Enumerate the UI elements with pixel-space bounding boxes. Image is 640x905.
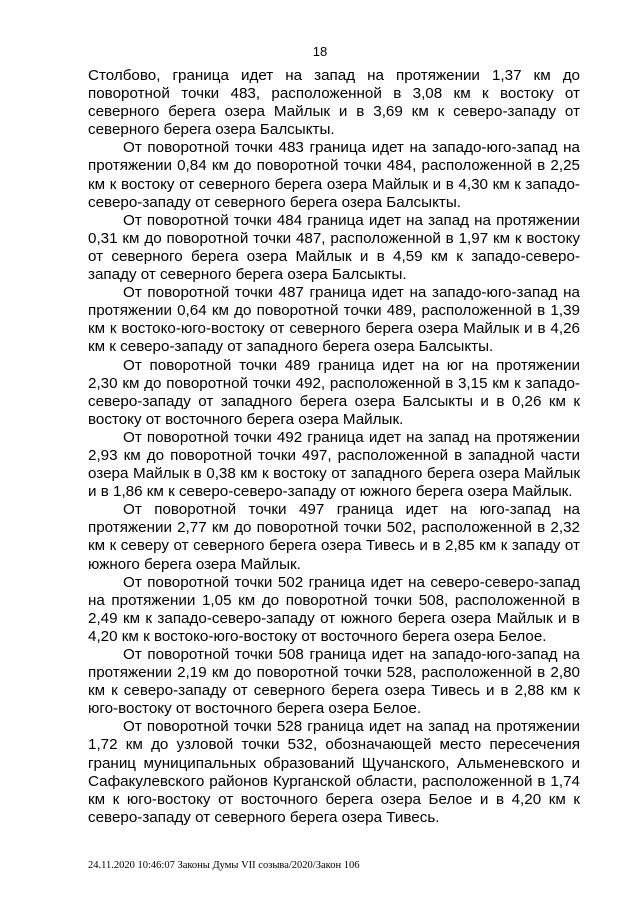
paragraph-2: От поворотной точки 483 граница идет на западо-юго-запад на протяжении 0,84 км до поворотной точки 484, расположенной в 2,25 км к востоку от северного берега озера Майлык и в 4,30 км к западо-северо-западу от северного берега озера Балсыкты. — [88, 139, 580, 211]
paragraph-9: От поворотной точки 508 граница идет на западо-юго-запад на протяжении 2,19 км до поворотной точки 528, расположенной в 2,80 км к северо-западу от северного берега озера Тивесь и в 2,88 км к юго-востоку от восточного берега озера Белое. — [88, 646, 580, 718]
paragraph-7: От поворотной точки 497 граница идет на юго-запад на протяжении 2,77 км до поворотной точки 502, расположенной в 2,32 км к северу от северного берега озера Тивесь и в 2,85 км к западу от южного берега озера Майлык. — [88, 501, 580, 573]
paragraph-6: От поворотной точки 492 граница идет на запад на протяжении 2,93 км до поворотной точки 497, расположенной в западной части озера Майлык в 0,38 км к востоку от западного берега озера Майлык и в 1,86 км к северо-северо-западу от южного берега озера Майлык. — [88, 428, 580, 501]
document-footer: 24.11.2020 10:46:07 Законы Думы VII созыва/2020/Закон 106 — [88, 860, 360, 871]
page-number: 18 — [312, 44, 328, 59]
paragraph-4: От поворотной точки 487 граница идет на западо-юго-запад на протяжении 0,64 км до поворотной точки 489, расположенной в 1,39 км к востоко-юго-востоку от северного берега озера Майлык и в 4,26 км к северо-западу от западного берега озера Балсыкты. — [88, 284, 580, 356]
paragraph-1: Столбово, граница идет на запад на протяжении 1,37 км до поворотной точки 483, расположенной в 3,08 км к востоку от северного берега озера Майлык и в 3,69 км к северо-западу от северного берега озера Балсыкты. — [88, 67, 580, 139]
paragraph-3: От поворотной точки 484 граница идет на запад на протяжении 0,31 км до поворотной точки 487, расположенной в 1,97 км к востоку от северного берега озера Майлык и в 4,59 км к западо-северо-западу от северного берега озера Балсыкты. — [88, 211, 580, 284]
document-body — [88, 67, 580, 827]
paragraph-5: От поворотной точки 489 граница идет на юг на протяжении 2,30 км до поворотной точки 492, расположенной в 3,15 км к западо-северо-западу от западного берега озера Балсыкты и в 0,26 км к востоку от восточного берега озера Майлык. — [88, 356, 580, 428]
paragraph-10: От поворотной точки 528 граница идет на запад на протяжении 1,72 км до узловой точки 532, обозначающей место пересечения границ муниципальных образований Щучанского, Альменевского и Сафакулевского районов Курганской области, расположенной в 1,74 км к юго-востоку от восточного берега озера Белое и в 4,20 км к северо-западу от северного берега озера Тивесь. — [88, 718, 580, 826]
paragraph-8: От поворотной точки 502 граница идет на северо-северо-запад на протяжении 1,05 км до поворотной точки 508, расположенной в 2,49 км к западо-северо-западу от южного берега озера Майлык и в 4,20 км к востоко-юго-востоку от восточного берега озера Белое. — [88, 573, 580, 645]
